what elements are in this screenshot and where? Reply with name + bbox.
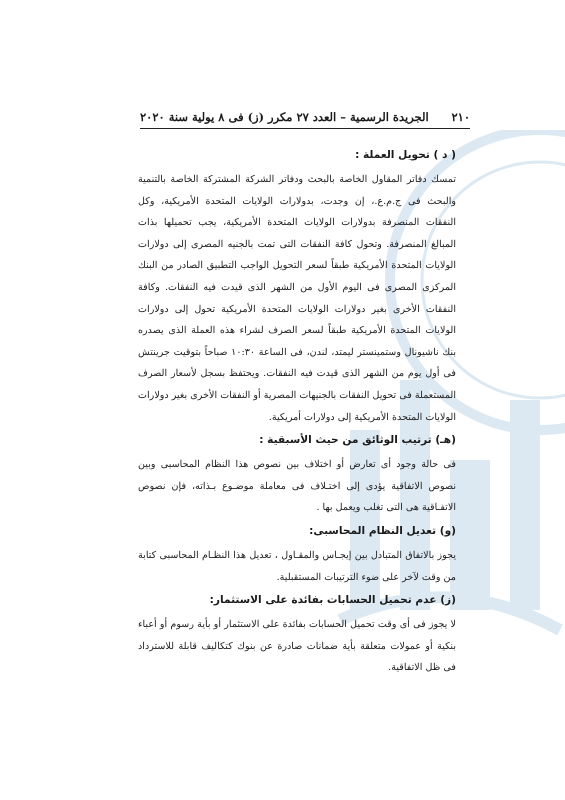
document-body bbox=[138, 148, 456, 684]
section-accounting-amendment bbox=[138, 524, 456, 588]
section-heading: (و) تعديل النظام المحاسبى: bbox=[309, 524, 456, 537]
section-currency-conversion bbox=[138, 148, 456, 428]
header-divider bbox=[140, 128, 470, 129]
page-header bbox=[140, 110, 470, 124]
section-document-precedence bbox=[138, 433, 456, 519]
section-heading: ( د ) تحويل العملة : bbox=[355, 149, 456, 161]
page-number: ٢١٠ bbox=[451, 110, 470, 124]
gazette-title: الجريدة الرسمية – العدد ٢٧ مكرر (ز) فى ٨ يولية سنة ٢٠٢٠ bbox=[140, 110, 429, 124]
section-no-interest-charge bbox=[138, 593, 456, 679]
section-heading: (ز) عدم تحميل الحسابات بفائدة على الاستثمار: bbox=[209, 594, 456, 607]
section-paragraph: يجوز بالاتفاق المتبادل بين إيجـاس والمقـاول ، تعديل هذا النظـام المحاسبى كتابة من وقت لآخر على ضوء الترتيبات المستقبلية. bbox=[138, 549, 456, 583]
section-heading: (هـ) ترتيب الوثائق من حيث الأسبقية : bbox=[259, 434, 456, 447]
section-paragraph: فى حالة وجود أى تعارض أو اختلاف بين نصوص هذا النظام المحاسبى وبين نصوص الاتفاقية يؤدى إلى اختـلاف فى معاملة موضـوع بـذاته، فإن نصوص الاتفـاقية هى التى تغلب ويعمل بها . bbox=[138, 459, 456, 514]
section-paragraph: تمسك دفاتر المقاول الخاصة بالبحث ودفاتر الشركة المشتركة الخاصة بالتنمية والبحث فى ج.م.ع.، إن وجدت، بدولارات الولايات المتحدة الأمريكية، وكل النفقات المنصرفة بدولارات الولايات المتحدة الأمريكية، يجب تحميلها بذات المبالغ المنصرفة. وتحول كافة النفقات التى تمت بالجنيه المصرى إلى دولارات الولايات المتحدة الأمريكية طبقاً لسعر التحويل الواجب التطبيق الصادر من البنك المركزى المصرى فى اليوم الأول من الشهر الذى قيدت فيه النفقات. وكافة النفقات الأخرى بغير دولارات الولايات المتحدة الأمريكية تحول إلى دولارات الولايات المتحدة الأمريكية طبقاً لسعر الصرف لشراء هذه العملة الذى يصدره بنك ناشيونال وستمينستر ليمتد، لندن، فى الساعة ١٠:٣٠ صباحاً بتوقيت جرينتش فى أول يوم من الشهر الذى قيدت فيه النفقات. ويحتفظ بسجل لأسعار الصرف المستعملة فى تحويل النفقات بالجنيهات المصرية أو النفقات الأخرى بغير دولارات الولايات المتحدة الأمريكية إلى دولارات أمريكية. bbox=[137, 174, 456, 423]
section-paragraph: لا يجوز فى أى وقت تحميل الحسابات بفائدة على الاستثمار أو بأية رسوم أو أعباء بنكية أو عمولات متعلقة بأية ضمانات صادرة عن بنوك كتكاليف قابلة للاسترداد فى ظل الاتفاقية. bbox=[138, 619, 456, 674]
